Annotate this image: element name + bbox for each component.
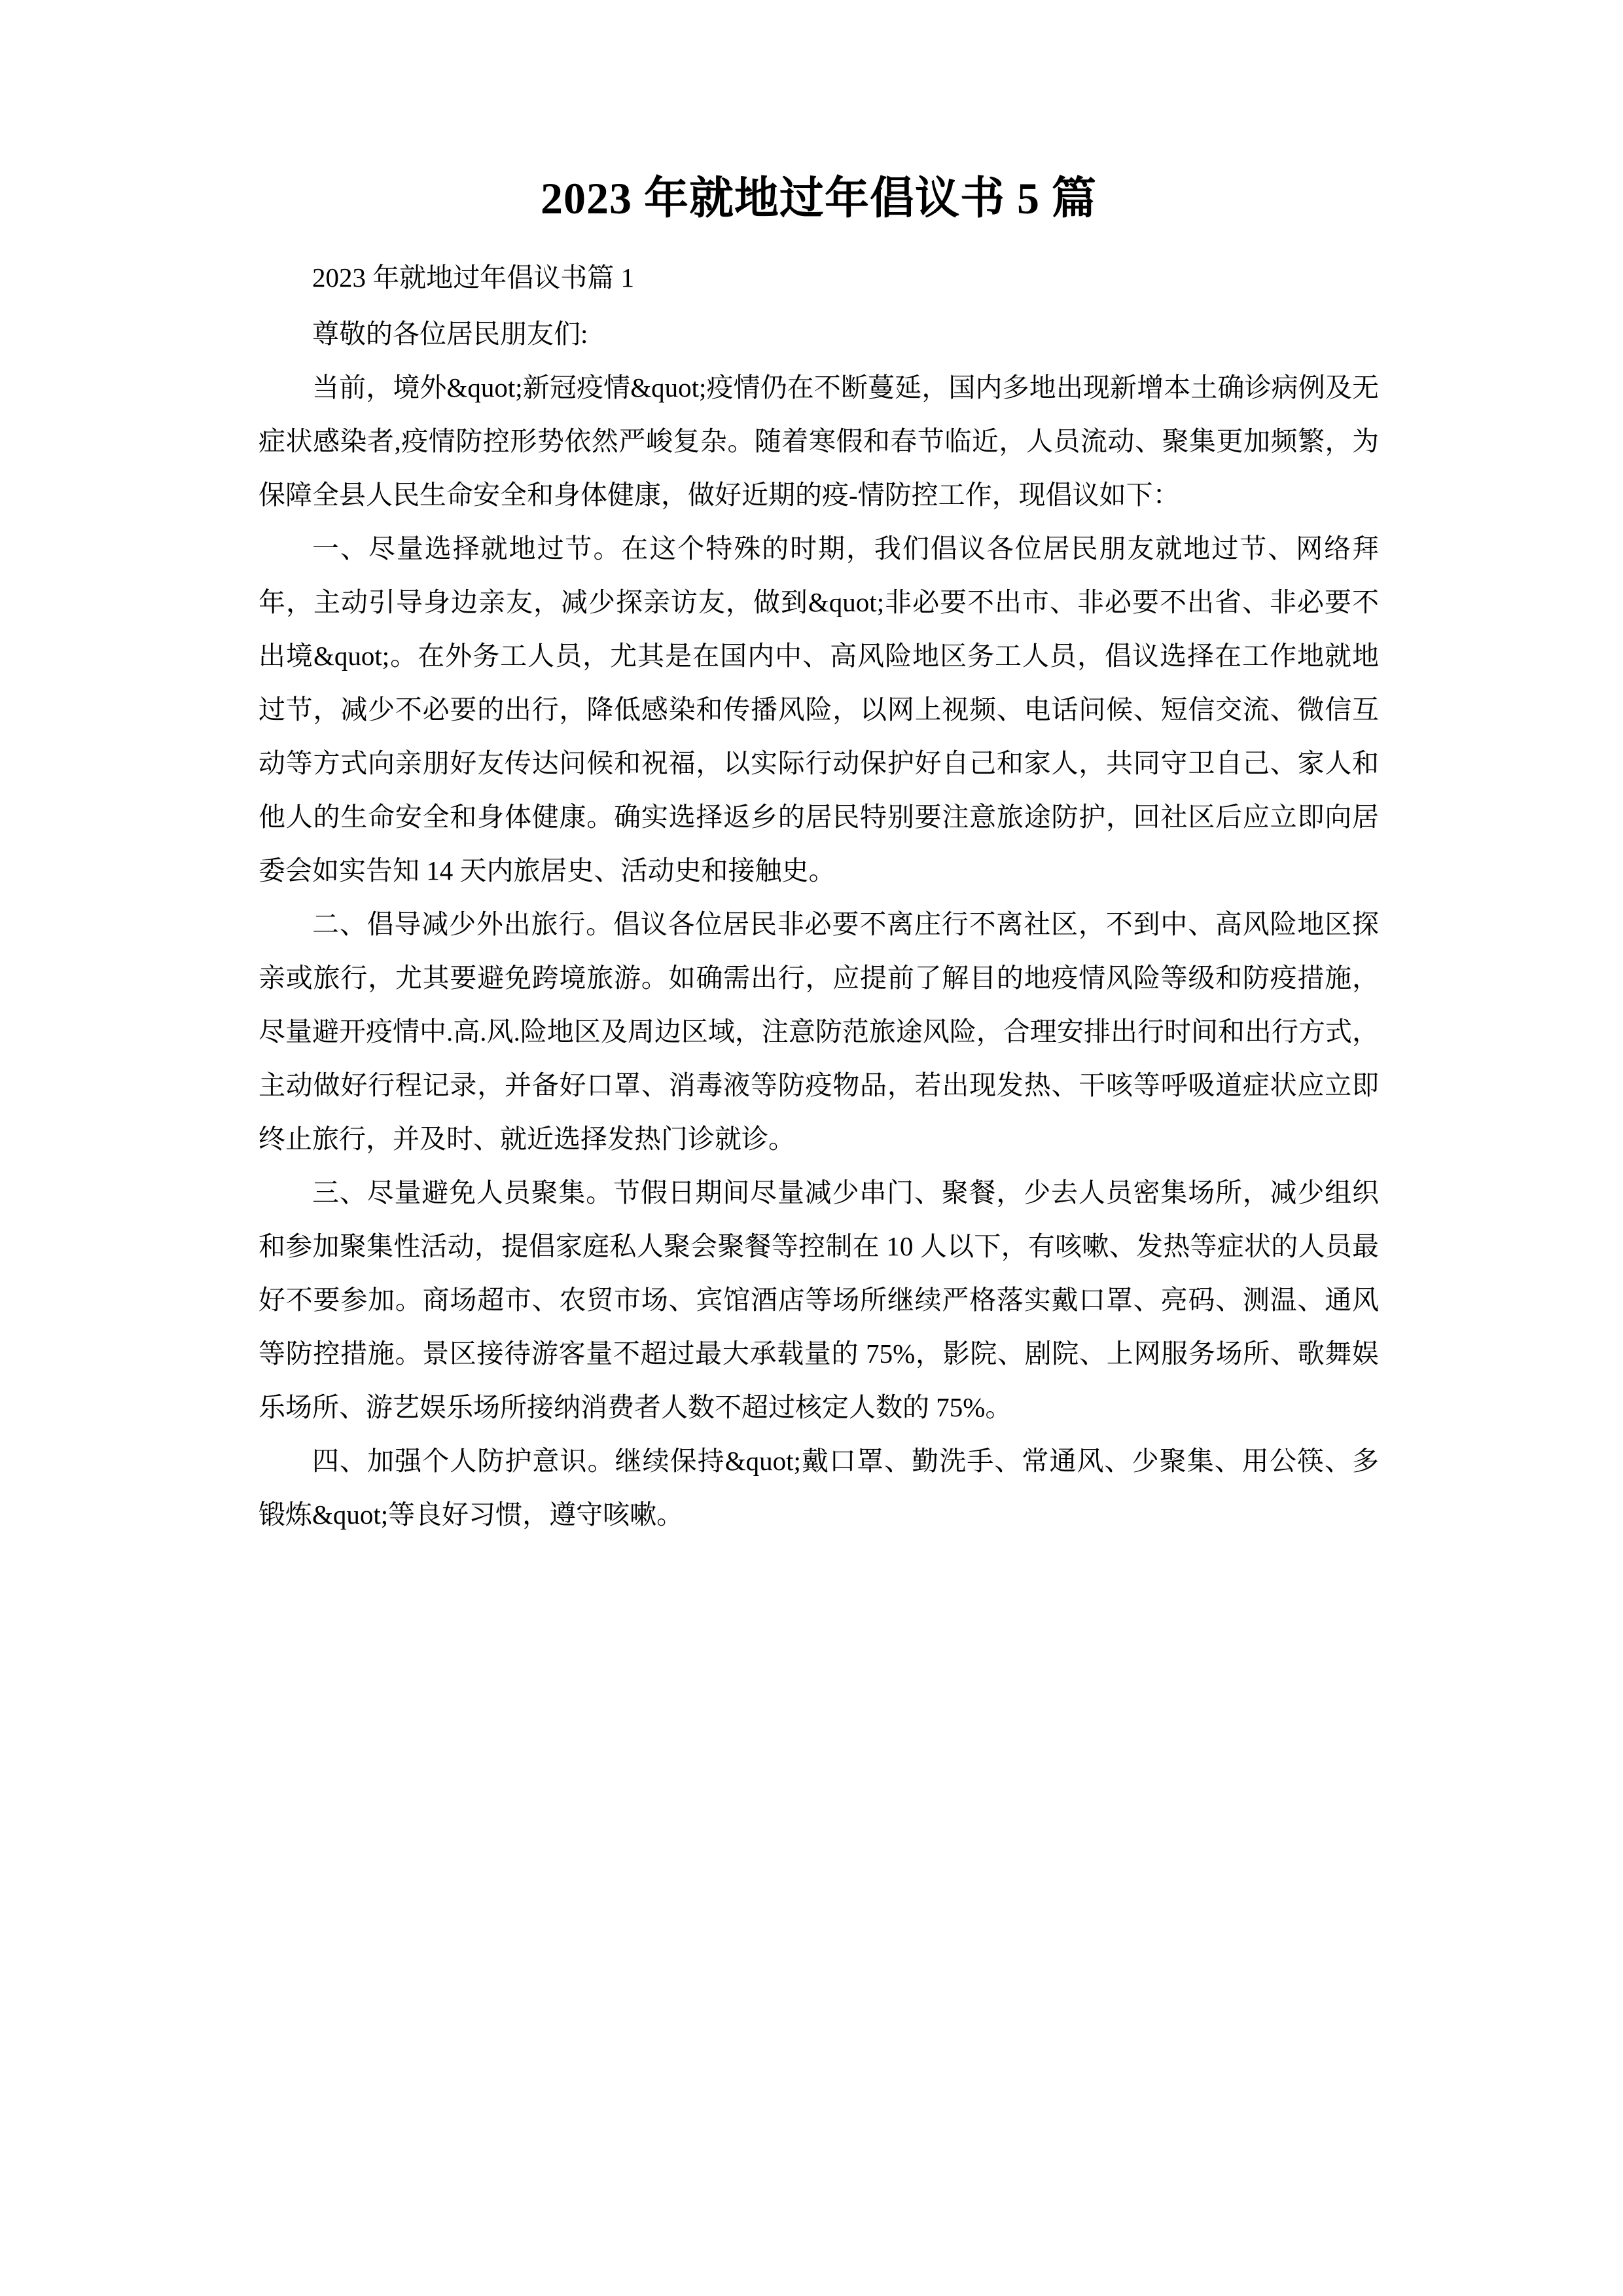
paragraph-intro: 当前，境外&quot;新冠疫情&quot;疫情仍在不断蔓延，国内多地出现新增本土确诊病例及无症状感染者,疫情防控形势依然严峻复杂。随着寒假和春节临近，人员流动、聚集更加频繁，为保障全县人民生命安全和身体健康，做好近期的疫-情防控工作，现倡议如下：	[259, 372, 1379, 511]
document-body	[259, 170, 1379, 1541]
document-subtitle: 2023 年就地过年倡议书篇 1	[312, 262, 634, 293]
paragraph-section-four: 四、加强个人防护意识。继续保持&quot;戴口罩、勤洗手、常通风、少聚集、用公筷、多锻炼&quot;等良好习惯，遵守咳嗽。	[259, 1446, 1379, 1530]
salutation: 尊敬的各位居民朋友们:	[312, 319, 588, 350]
paragraph-section-three: 三、尽量避免人员聚集。节假日期间尽量减少串门、聚餐，少去人员密集场所，减少组织和参加聚集性活动，提倡家庭私人聚会聚餐等控制在 10 人以下，有咳嗽、发热等症状的人员最好不要参加。商场超市、农贸市场、宾馆酒店等场所继续严格落实戴口罩、亮码、测温、通风等防控措施。景区接待游客量不超过最大承载量的 75%，影院、剧院、上网服务场所、歌舞娱乐场所、游艺娱乐场所接纳消费者人数不超过核定人数的 75%。	[259, 1177, 1379, 1423]
page-title: 2023 年就地过年倡议书 5 篇	[540, 173, 1097, 223]
paragraph-section-one: 一、尽量选择就地过节。在这个特殊的时期，我们倡议各位居民朋友就地过节、网络拜年，主动引导身边亲友，减少探亲访友，做到&quot;非必要不出市、非必要不出省、非必要不出境&quot;。在外务工人员，尤其是在国内中、高风险地区务工人员，倡议选择在工作地就地过节，减少不必要的出行，降低感染和传播风险，以网上视频、电话问候、短信交流、微信互动等方式向亲朋好友传达问候和祝福，以实际行动保护好自己和家人，共同守卫自己、家人和他人的生命安全和身体健康。确实选择返乡的居民特别要注意旅途防护，回社区后应立即向居委会如实告知 14 天内旅居史、活动史和接触史。	[259, 533, 1379, 886]
paragraph-section-two: 二、倡导减少外出旅行。倡议各位居民非必要不离庄行不离社区，不到中、高风险地区探亲或旅行，尤其要避免跨境旅游。如确需出行，应提前了解目的地疫情风险等级和防疫措施，尽量避开疫情中.高.风.险地区及周边区域，注意防范旅途风险，合理安排出行时间和出行方式，主动做好行程记录，并备好口罩、消毒液等防疫物品，若出现发热、干咳等呼吸道症状应立即终止旅行，并及时、就近选择发热门诊就诊。	[259, 909, 1379, 1155]
